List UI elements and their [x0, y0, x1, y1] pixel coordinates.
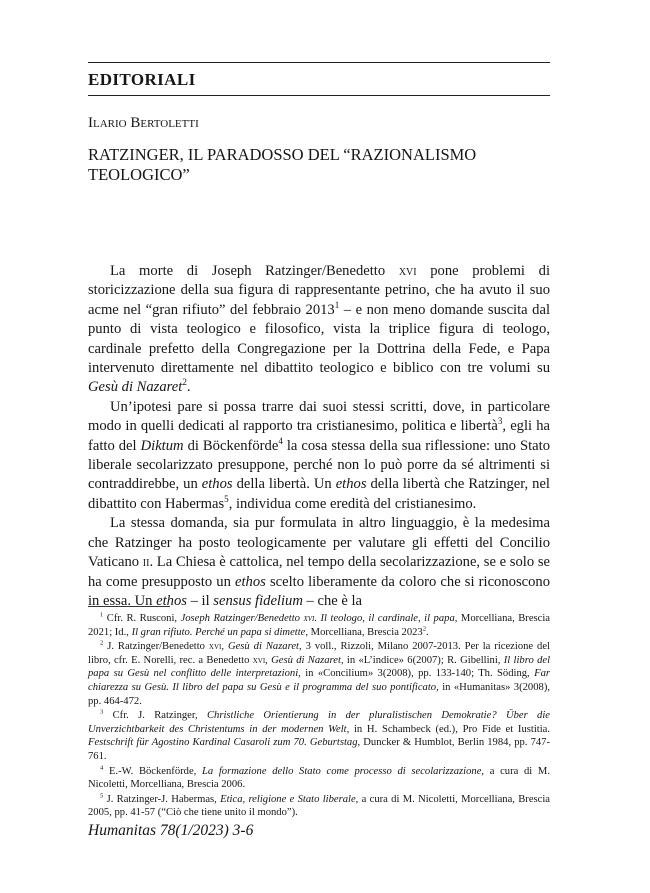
- footnote-ref-4: 4: [278, 435, 283, 446]
- footnote-ref-1: 1: [334, 299, 340, 310]
- journal-citation: Humanitas 78(1/2023) 3-6: [88, 822, 254, 839]
- section-title: EDITORIALI: [88, 70, 196, 89]
- footnote-ref-2: 2: [182, 377, 187, 388]
- footnote-separator: [88, 606, 170, 607]
- top-rule: [88, 62, 550, 63]
- footnote-ref-5: 5: [224, 494, 229, 505]
- footnote-1: $^1$ Cfr. R. Rusconi, Joseph Ratzinger/Benedetto xvi. Il teologo, il cardinale, il papa, Morcelliana, Brescia 2021; Id., Il gran rifiuto. Perché un papa si dimette, Morcelliana, Brescia 2023$^2$.: [88, 611, 550, 638]
- footnote-5: $^5$ J. Ratzinger-J. Habermas, Etica, religione e Stato liberale, a cura di M. Nicoletti, Morcelliana, Brescia 2005, pp. 41-57 (“Ciò che tiene unito il mondo”).: [88, 792, 550, 819]
- footnotes: [88, 612, 550, 821]
- article-body: [88, 262, 550, 611]
- footnote-4: $^4$ E.-W. Böckenförde, La formazione dello Stato come processo di secolarizzazione, a cura di M. Nicoletti, Morcelliana, Brescia 2006.: [88, 764, 550, 791]
- article-title: RATZINGER, IL PARADOSSO DEL “RAZIONALISMO TEOLOGICO”: [88, 145, 477, 184]
- body-paragraph-3: La stessa domanda, sia pur formulata in altro linguaggio, è la medesima che Ratzinger ha posto teologicamente per valutare gli effetti del Concilio Vaticano ii. La Chiesa è cattolica, nel tempo della secolarizzazione, se e solo se ha come presupposto un ethos scelto liberamente da coloro che si riconoscono in essa. Un ethos – il sensus fidelium – che è la: [88, 515, 550, 609]
- footnote-3: $^3$ Cfr. J. Ratzinger, Christliche Orientierung in der pluralistischen Demokratie? Über die Unverzichtbarkeit des Christentums in der modernen Welt, in H. Schambeck (ed.), Pro Fide et Iustitia. Festschrift für Agostino Kardinal Casaroli zum 70. Geburtstag, Duncker & Humblot, Berlin 1984, pp. 747-761.: [88, 708, 550, 762]
- footnote-2: $^2$ J. Ratzinger/Benedetto xvi, Gesù di Nazaret, 3 voll., Rizzoli, Milano 2007-2013. Per la ricezione del libro, cfr. E. Norelli, rec. a Benedetto xvi, Gesù di Nazaret, in «L’indice» 6(2007); R. Gibellini, Il libro del papa su Gesù nel conflitto delle interpretazioni, in «Concilium» 3(2008), pp. 133-140; Th. Söding, Far chiarezza su Gesù. Il libro del papa su Gesù e il programma del suo pontificato, in «Humanitas» 3(2008), pp. 464-472.: [88, 639, 551, 707]
- author-name: Ilario Bertoletti: [88, 115, 199, 131]
- body-paragraph-1: La morte di Joseph Ratzinger/Benedetto xvi pone problemi di storicizzazione della sua figura di rappresentante petrino, che ha avuto il suo acme nel “gran rifiuto” del febbraio 2013$^1$ – e non meno domande suscita dal punto di vista teologico e filosofico, vista la triplice figura di teologo, cardinale prefetto della Congregazione per la Dottrina della Fede, e Papa intervenuto direttamente nel dibattito teologico e biblico con tre volumi su Gesù di Nazaret$^2$.: [88, 263, 551, 396]
- body-paragraph-2: Un’ipotesi pare si possa trarre dai suoi stessi scritti, dove, in particolare modo in quelli dedicati al rapporto tra cristianesimo, politica e libertà$^3$, egli ha fatto del Diktum di Böckenförde$^4$ la cosa stessa della sua riflessione: uno Stato liberale secolarizzato presuppone, perché non lo può porre da sé altrimenti si contraddirebbe, un ethos della libertà. Un ethos della libertà che Ratzinger, nel dibattito con Habermas$^5$, individua come eredità del cristianesimo.: [88, 398, 550, 512]
- section-rule: [88, 95, 550, 96]
- footnote-ref-3: 3: [497, 416, 503, 427]
